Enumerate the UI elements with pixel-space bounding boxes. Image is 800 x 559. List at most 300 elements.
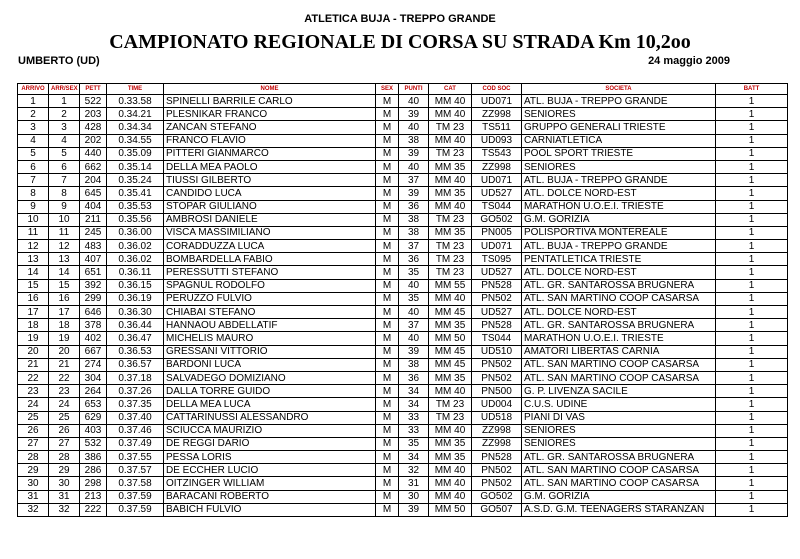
table-cell: 0.37.46: [107, 424, 164, 437]
table-cell: 37: [399, 319, 429, 332]
table-cell: 12: [49, 240, 80, 253]
table-cell: M: [376, 371, 399, 384]
table-cell: 23: [18, 385, 49, 398]
table-cell: TM 23: [429, 253, 472, 266]
table-cell: MM 40: [429, 477, 472, 490]
table-cell: 18: [18, 319, 49, 332]
table-cell: PN502: [472, 292, 522, 305]
column-header: BATT: [716, 84, 788, 95]
table-cell: 20: [49, 345, 80, 358]
table-cell: ATL. SAN MARTINO COOP CASARSA: [522, 477, 716, 490]
table-cell: 1: [716, 266, 788, 279]
table-row: [18, 187, 788, 200]
table-cell: 1: [716, 332, 788, 345]
table-cell: 222: [80, 503, 107, 516]
table-cell: 36: [399, 371, 429, 384]
table-cell: ZANCAN STEFANO: [164, 121, 376, 134]
table-cell: MARATHON U.O.E.I. TRIESTE: [522, 332, 716, 345]
table-cell: 21: [18, 358, 49, 371]
table-cell: PESSA LORIS: [164, 451, 376, 464]
table-cell: UD071: [472, 174, 522, 187]
table-cell: MM 45: [429, 358, 472, 371]
table-cell: PN528: [472, 279, 522, 292]
table-cell: MM 35: [429, 437, 472, 450]
table-cell: 16: [18, 292, 49, 305]
table-cell: OITZINGER WILLIAM: [164, 477, 376, 490]
table-cell: ATL. BUJA - TREPPO GRANDE: [522, 240, 716, 253]
table-cell: 32: [49, 503, 80, 516]
table-cell: 17: [18, 306, 49, 319]
column-header: PUNTI: [399, 84, 429, 95]
table-cell: C.U.S. UDINE: [522, 398, 716, 411]
table-cell: 31: [399, 477, 429, 490]
table-row: [18, 437, 788, 450]
table-cell: 15: [18, 279, 49, 292]
table-cell: PN502: [472, 477, 522, 490]
table-cell: 264: [80, 385, 107, 398]
table-cell: 0.36.53: [107, 345, 164, 358]
table-cell: 8: [49, 187, 80, 200]
table-cell: PLESNIKAR FRANCO: [164, 108, 376, 121]
table-cell: 1: [716, 385, 788, 398]
table-cell: 37: [399, 174, 429, 187]
table-cell: 1: [716, 200, 788, 213]
table-cell: ATL. BUJA - TREPPO GRANDE: [522, 95, 716, 108]
table-cell: POOL SPORT TRIESTE: [522, 147, 716, 160]
table-cell: VISCA MASSIMILIANO: [164, 226, 376, 239]
table-cell: 0.35.41: [107, 187, 164, 200]
table-cell: 16: [49, 292, 80, 305]
table-cell: ZZ998: [472, 437, 522, 450]
table-cell: PN502: [472, 371, 522, 384]
table-cell: TS044: [472, 200, 522, 213]
race-date: 24 maggio 2009: [648, 55, 730, 67]
table-row: [18, 240, 788, 253]
table-cell: TS543: [472, 147, 522, 160]
table-cell: GO502: [472, 213, 522, 226]
table-cell: 10: [18, 213, 49, 226]
table-cell: 1: [716, 160, 788, 173]
table-cell: 304: [80, 371, 107, 384]
table-cell: ATL. BUJA - TREPPO GRANDE: [522, 174, 716, 187]
table-cell: PN500: [472, 385, 522, 398]
table-cell: SPAGNUL RODOLFO: [164, 279, 376, 292]
table-cell: ATL. DOLCE NORD-EST: [522, 187, 716, 200]
table-cell: MM 50: [429, 503, 472, 516]
table-cell: MM 45: [429, 306, 472, 319]
table-cell: 299: [80, 292, 107, 305]
table-cell: 1: [716, 319, 788, 332]
table-cell: UD527: [472, 187, 522, 200]
table-row: [18, 292, 788, 305]
table-cell: AMBROSI DANIELE: [164, 213, 376, 226]
table-cell: 1: [716, 292, 788, 305]
table-cell: FRANCO FLAVIO: [164, 134, 376, 147]
table-cell: 1: [716, 490, 788, 503]
column-header: COD SOC: [472, 84, 522, 95]
column-header: PETT: [80, 84, 107, 95]
table-cell: MM 40: [429, 385, 472, 398]
table-cell: ZZ998: [472, 160, 522, 173]
table-cell: 0.34.21: [107, 108, 164, 121]
table-cell: GRUPPO GENERALI TRIESTE: [522, 121, 716, 134]
column-header: ARR/SEX: [49, 84, 80, 95]
table-row: [18, 279, 788, 292]
table-cell: 14: [18, 266, 49, 279]
table-cell: 13: [18, 253, 49, 266]
table-cell: 10: [49, 213, 80, 226]
table-cell: 39: [399, 345, 429, 358]
table-row: [18, 95, 788, 108]
table-cell: 0.36.00: [107, 226, 164, 239]
table-cell: 14: [49, 266, 80, 279]
results-table: [17, 83, 788, 517]
table-cell: ZZ998: [472, 424, 522, 437]
table-cell: SENIORES: [522, 108, 716, 121]
table-cell: 37: [399, 240, 429, 253]
table-cell: TM 23: [429, 411, 472, 424]
table-cell: 40: [399, 95, 429, 108]
table-cell: M: [376, 385, 399, 398]
table-row: [18, 306, 788, 319]
table-row: [18, 121, 788, 134]
table-cell: M: [376, 490, 399, 503]
table-cell: M: [376, 437, 399, 450]
table-cell: 0.34.55: [107, 134, 164, 147]
table-cell: 0.35.14: [107, 160, 164, 173]
table-cell: 39: [399, 147, 429, 160]
table-cell: MM 35: [429, 160, 472, 173]
table-cell: 38: [399, 213, 429, 226]
table-cell: 1: [716, 226, 788, 239]
table-cell: 0.34.34: [107, 121, 164, 134]
table-cell: 0.33.58: [107, 95, 164, 108]
table-cell: DELLA MEA PAOLO: [164, 160, 376, 173]
table-row: [18, 385, 788, 398]
table-cell: UD071: [472, 95, 522, 108]
table-cell: 403: [80, 424, 107, 437]
table-cell: BARACANI ROBERTO: [164, 490, 376, 503]
table-cell: 1: [18, 95, 49, 108]
table-cell: UD518: [472, 411, 522, 424]
table-row: [18, 253, 788, 266]
table-cell: TIUSSI GILBERTO: [164, 174, 376, 187]
table-cell: GO502: [472, 490, 522, 503]
table-cell: 32: [399, 464, 429, 477]
table-cell: 11: [18, 226, 49, 239]
table-row: [18, 108, 788, 121]
table-cell: M: [376, 358, 399, 371]
table-cell: 404: [80, 200, 107, 213]
table-cell: 27: [18, 437, 49, 450]
table-cell: 407: [80, 253, 107, 266]
table-row: [18, 464, 788, 477]
table-cell: MM 35: [429, 226, 472, 239]
table-cell: 1: [716, 398, 788, 411]
table-cell: 21: [49, 358, 80, 371]
table-cell: MM 40: [429, 134, 472, 147]
table-cell: 1: [716, 306, 788, 319]
table-cell: 17: [49, 306, 80, 319]
table-row: [18, 451, 788, 464]
table-cell: 34: [399, 451, 429, 464]
table-cell: 5: [49, 147, 80, 160]
table-cell: M: [376, 95, 399, 108]
table-cell: SENIORES: [522, 437, 716, 450]
table-cell: 522: [80, 95, 107, 108]
table-cell: ATL. SAN MARTINO COOP CASARSA: [522, 292, 716, 305]
table-cell: 2: [49, 108, 80, 121]
table-cell: ATL. GR. SANTAROSSA BRUGNERA: [522, 319, 716, 332]
table-cell: 1: [716, 345, 788, 358]
table-cell: DE ECCHER LUCIO: [164, 464, 376, 477]
table-cell: 20: [18, 345, 49, 358]
table-cell: 0.36.57: [107, 358, 164, 371]
table-cell: 629: [80, 411, 107, 424]
table-cell: 0.36.30: [107, 306, 164, 319]
table-cell: 34: [399, 385, 429, 398]
table-cell: M: [376, 200, 399, 213]
column-header: SOCIETA: [522, 84, 716, 95]
table-cell: MM 40: [429, 490, 472, 503]
table-cell: 0.36.44: [107, 319, 164, 332]
table-cell: 402: [80, 332, 107, 345]
table-cell: CARNIATLETICA: [522, 134, 716, 147]
table-cell: 23: [49, 385, 80, 398]
table-cell: M: [376, 398, 399, 411]
table-cell: 7: [18, 174, 49, 187]
table-cell: M: [376, 121, 399, 134]
table-cell: 26: [18, 424, 49, 437]
table-cell: UD071: [472, 240, 522, 253]
table-cell: 274: [80, 358, 107, 371]
table-cell: 378: [80, 319, 107, 332]
table-cell: 0.37.59: [107, 490, 164, 503]
table-cell: 32: [18, 503, 49, 516]
table-cell: 35: [399, 292, 429, 305]
table-cell: 38: [399, 226, 429, 239]
table-row: [18, 147, 788, 160]
table-cell: 203: [80, 108, 107, 121]
table-row: [18, 134, 788, 147]
table-cell: 651: [80, 266, 107, 279]
table-cell: 40: [399, 279, 429, 292]
table-cell: MM 40: [429, 292, 472, 305]
table-row: [18, 345, 788, 358]
table-cell: 3: [18, 121, 49, 134]
table-cell: ATL. GR. SANTAROSSA BRUGNERA: [522, 279, 716, 292]
table-cell: DELLA MEA LUCA: [164, 398, 376, 411]
table-cell: 25: [49, 411, 80, 424]
table-row: [18, 226, 788, 239]
table-cell: 40: [399, 160, 429, 173]
table-cell: 0.37.58: [107, 477, 164, 490]
table-cell: M: [376, 332, 399, 345]
table-cell: 0.36.11: [107, 266, 164, 279]
table-cell: 0.35.53: [107, 200, 164, 213]
table-cell: 28: [18, 451, 49, 464]
table-cell: 0.37.40: [107, 411, 164, 424]
table-cell: 4: [18, 134, 49, 147]
table-cell: 0.36.19: [107, 292, 164, 305]
table-cell: CORADDUZZA LUCA: [164, 240, 376, 253]
header-row: [18, 84, 788, 95]
table-cell: 35: [399, 266, 429, 279]
table-cell: G.M. GORIZIA: [522, 490, 716, 503]
table-cell: 298: [80, 477, 107, 490]
table-cell: M: [376, 108, 399, 121]
table-cell: 6: [49, 160, 80, 173]
table-cell: A.S.D. G.M. TEENAGERS STARANZAN: [522, 503, 716, 516]
table-cell: 0.36.02: [107, 253, 164, 266]
table-cell: 0.37.55: [107, 451, 164, 464]
table-cell: M: [376, 160, 399, 173]
table-row: [18, 371, 788, 384]
table-cell: ATL. DOLCE NORD-EST: [522, 266, 716, 279]
table-cell: 19: [18, 332, 49, 345]
table-cell: UD527: [472, 306, 522, 319]
table-cell: 0.35.56: [107, 213, 164, 226]
table-cell: MM 40: [429, 108, 472, 121]
table-cell: 15: [49, 279, 80, 292]
table-cell: 662: [80, 160, 107, 173]
table-cell: 38: [399, 358, 429, 371]
column-header: ARRIVO: [18, 84, 49, 95]
table-cell: TM 23: [429, 240, 472, 253]
table-cell: TM 23: [429, 266, 472, 279]
table-cell: 211: [80, 213, 107, 226]
column-header: TIME: [107, 84, 164, 95]
table-cell: ATL. DOLCE NORD-EST: [522, 306, 716, 319]
table-cell: 1: [716, 240, 788, 253]
table-cell: PIANI DI VAS: [522, 411, 716, 424]
table-cell: 7: [49, 174, 80, 187]
table-cell: UD527: [472, 266, 522, 279]
table-cell: BARDONI LUCA: [164, 358, 376, 371]
table-cell: M: [376, 477, 399, 490]
table-row: [18, 477, 788, 490]
table-cell: 1: [716, 411, 788, 424]
table-cell: 1: [716, 174, 788, 187]
table-cell: MM 40: [429, 95, 472, 108]
table-cell: M: [376, 134, 399, 147]
table-cell: 5: [18, 147, 49, 160]
table-cell: 35: [399, 437, 429, 450]
table-cell: 1: [716, 424, 788, 437]
table-cell: 1: [716, 187, 788, 200]
table-cell: 0.37.49: [107, 437, 164, 450]
table-cell: 31: [49, 490, 80, 503]
table-cell: MM 50: [429, 332, 472, 345]
table-cell: 27: [49, 437, 80, 450]
table-cell: 22: [18, 371, 49, 384]
table-cell: PN502: [472, 464, 522, 477]
table-cell: ATL. GR. SANTAROSSA BRUGNERA: [522, 451, 716, 464]
table-cell: MM 35: [429, 187, 472, 200]
table-cell: 11: [49, 226, 80, 239]
table-cell: ZZ998: [472, 108, 522, 121]
table-cell: 24: [18, 398, 49, 411]
table-cell: 1: [716, 464, 788, 477]
table-cell: TM 23: [429, 147, 472, 160]
table-cell: 8: [18, 187, 49, 200]
table-cell: ATL. SAN MARTINO COOP CASARSA: [522, 464, 716, 477]
table-cell: 13: [49, 253, 80, 266]
race-location: UMBERTO (UD): [18, 55, 100, 67]
table-cell: TS511: [472, 121, 522, 134]
table-cell: M: [376, 464, 399, 477]
document-title: CAMPIONATO REGIONALE DI CORSA SU STRADA Km 10,2oo: [109, 31, 691, 53]
table-cell: TM 23: [429, 398, 472, 411]
table-row: [18, 503, 788, 516]
table-cell: BABICH FULVIO: [164, 503, 376, 516]
table-cell: 31: [18, 490, 49, 503]
table-cell: CATTARINUSSI ALESSANDRO: [164, 411, 376, 424]
table-cell: MICHELIS MAURO: [164, 332, 376, 345]
table-cell: PN528: [472, 451, 522, 464]
table-cell: PERESSUTTI STEFANO: [164, 266, 376, 279]
table-row: [18, 490, 788, 503]
table-cell: 6: [18, 160, 49, 173]
table-row: [18, 319, 788, 332]
table-cell: 0.36.47: [107, 332, 164, 345]
table-cell: 33: [399, 411, 429, 424]
table-cell: M: [376, 319, 399, 332]
table-cell: M: [376, 253, 399, 266]
table-cell: 667: [80, 345, 107, 358]
table-cell: 392: [80, 279, 107, 292]
table-cell: TS044: [472, 332, 522, 345]
table-cell: PERUZZO FULVIO: [164, 292, 376, 305]
table-cell: 0.36.15: [107, 279, 164, 292]
table-cell: 1: [49, 95, 80, 108]
table-row: [18, 174, 788, 187]
column-header: CAT: [429, 84, 472, 95]
table-cell: MM 55: [429, 279, 472, 292]
table-cell: UD004: [472, 398, 522, 411]
table-cell: 24: [49, 398, 80, 411]
table-cell: MM 35: [429, 371, 472, 384]
table-cell: M: [376, 345, 399, 358]
table-cell: MM 45: [429, 345, 472, 358]
table-cell: 1: [716, 279, 788, 292]
table-cell: 40: [399, 332, 429, 345]
table-row: [18, 332, 788, 345]
table-cell: 2: [18, 108, 49, 121]
table-cell: GO507: [472, 503, 522, 516]
table-cell: TS095: [472, 253, 522, 266]
table-cell: 3: [49, 121, 80, 134]
table-cell: MM 35: [429, 319, 472, 332]
table-row: [18, 200, 788, 213]
table-cell: 30: [399, 490, 429, 503]
table-cell: 202: [80, 134, 107, 147]
table-cell: M: [376, 240, 399, 253]
table-cell: 12: [18, 240, 49, 253]
table-cell: 40: [399, 121, 429, 134]
table-cell: 1: [716, 108, 788, 121]
table-row: [18, 358, 788, 371]
table-row: [18, 266, 788, 279]
table-cell: MARATHON U.O.E.I. TRIESTE: [522, 200, 716, 213]
table-cell: 1: [716, 358, 788, 371]
table-cell: TM 23: [429, 213, 472, 226]
table-cell: 1: [716, 95, 788, 108]
table-cell: 0.37.26: [107, 385, 164, 398]
table-cell: SCIUCCA MAURIZIO: [164, 424, 376, 437]
table-cell: 245: [80, 226, 107, 239]
table-cell: 33: [399, 424, 429, 437]
